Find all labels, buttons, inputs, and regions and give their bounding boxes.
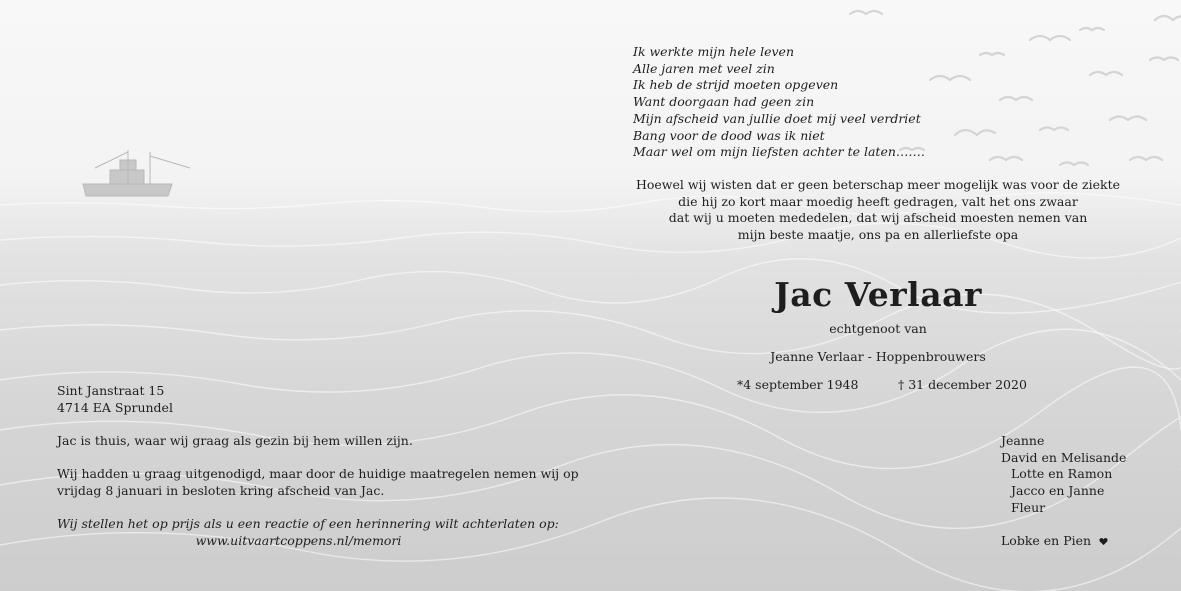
announcement-line: dat wij u moeten mededelen, dat wij afscheid moesten nemen van xyxy=(668,210,1088,226)
home-text: Jac is thuis, waar wij graag als gezin bij hem willen zijn. xyxy=(57,433,413,448)
invitation-text xyxy=(57,466,579,499)
ship xyxy=(83,150,190,196)
address xyxy=(57,383,173,416)
announcement-text xyxy=(630,177,1126,244)
death-date: † 31 december 2020 xyxy=(898,377,1027,392)
poem-line: Ik heb de strijd moeten opgeven xyxy=(633,77,839,93)
memorial-url: www.uitvaartcoppens.nl/memori xyxy=(195,532,402,548)
poem-line: Mijn afscheid van jullie doet mij veel verdriet xyxy=(633,110,921,126)
address-line: Sint Janstraat 15 xyxy=(57,383,165,398)
poem-line: Ik werkte mijn hele leven xyxy=(633,44,794,59)
family-member: David en Melisande xyxy=(1001,449,1127,465)
family-member: Jacco en Janne xyxy=(1011,483,1105,499)
deceased-name: Jac Verlaar xyxy=(774,275,982,314)
poem xyxy=(633,44,925,161)
poem-line: Alle jaren met veel zin xyxy=(633,60,775,76)
poem-line: Want doorgaan had geen zin xyxy=(633,94,815,110)
poem-line: Bang voor de dood was ik niet xyxy=(633,127,825,143)
announcement-line: Hoewel wij wisten dat er geen beterschap meer mogelijk was voor de ziekte xyxy=(635,177,1121,192)
invitation-line: Wij hadden u graag uitgenodigd, maar door de huidige maatregelen nemen wij op xyxy=(57,466,579,481)
spouse-label: echtgenoot van xyxy=(829,321,927,336)
family-list xyxy=(1001,433,1126,550)
spouse-name: Jeanne Verlaar - Hoppenbrouwers xyxy=(770,349,986,364)
family-member: Lobke en Pien xyxy=(1001,533,1092,549)
family-member: Fleur xyxy=(1011,499,1046,515)
heart-icon xyxy=(1099,537,1108,546)
invitation-line: vrijdag 8 januari in besloten kring afscheid van Jac. xyxy=(57,482,385,498)
reaction-note xyxy=(57,516,559,549)
address-line: 4714 EA Sprundel xyxy=(57,399,173,415)
family-member: Lotte en Ramon xyxy=(1011,466,1113,482)
poem-line: Maar wel om mijn liefsten achter te laten……. xyxy=(633,144,925,160)
spacer xyxy=(1001,517,1126,534)
family-member-last xyxy=(1001,533,1126,550)
reaction-line: Wij stellen het op prijs als u een reactie of een herinnering wilt achterlaten op: xyxy=(57,516,559,531)
announcement-line: mijn beste maatje, ons pa en allerliefste opa xyxy=(737,227,1019,243)
birth-date: *4 september 1948 xyxy=(737,377,859,392)
announcement-line: die hij zo kort maar moedig heeft gedragen, valt het ons zwaar xyxy=(678,193,1078,209)
family-member: Jeanne xyxy=(1001,433,1045,448)
